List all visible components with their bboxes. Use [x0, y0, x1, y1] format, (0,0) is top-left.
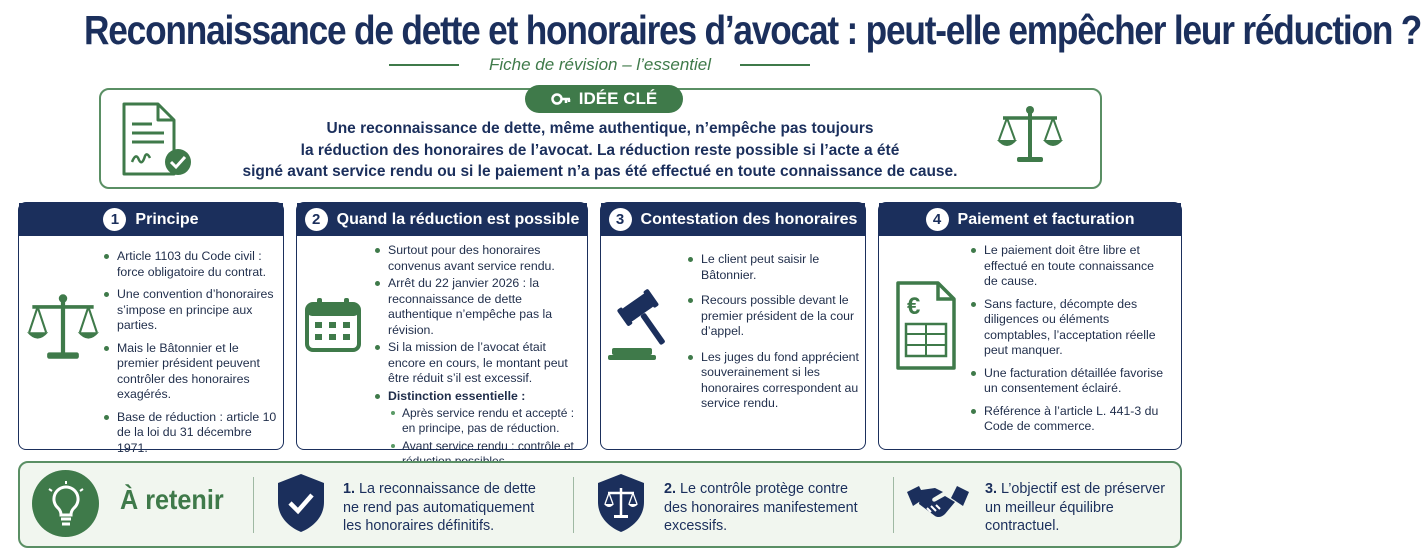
card-bullets	[970, 243, 1170, 442]
euro-invoice-icon	[894, 280, 958, 377]
card-number: 3	[609, 208, 632, 231]
retain-item	[985, 480, 1165, 536]
scale-of-justice-icon	[26, 290, 100, 369]
list-item: Article 1103 du Code civil : force obligatoire du contrat.	[103, 249, 281, 280]
card-bullets	[374, 243, 584, 472]
handshake-icon	[905, 478, 971, 533]
card-title: Contestation des honoraires	[640, 210, 858, 228]
retain-title: À retenir	[120, 484, 224, 515]
subtitle-divider-right	[740, 64, 810, 66]
retain-item	[343, 480, 548, 536]
signed-document-icon	[118, 102, 194, 183]
card-bullets	[103, 249, 281, 463]
list-item: Sans facture, décompte des diligences ou éléments comptables, l’acceptation réelle peut manquer.	[970, 297, 1170, 359]
card-title: Principe	[135, 210, 199, 228]
card-title: Quand la réduction est possible	[336, 210, 580, 228]
retain-text: L’objectif est de préserver un meilleur équilibre contractuel.	[985, 481, 1165, 534]
list-item: Référence à l’article L. 441-3 du Code de commerce.	[970, 404, 1170, 435]
list-item: Les juges du fond apprécient souverainement si les honoraires correspondent au service rendu.	[687, 350, 859, 412]
calendar-icon	[304, 296, 362, 359]
gavel-icon	[606, 288, 682, 367]
card-number: 4	[926, 208, 949, 231]
list-item: Le paiement doit être libre et effectué en toute connaissance de cause.	[970, 243, 1170, 290]
svg-text:€: €	[907, 293, 921, 320]
list-item: Une facturation détaillée favorise un consentement éclairé.	[970, 366, 1170, 397]
divider	[893, 477, 894, 533]
key-idea-line: Une reconnaissance de dette, même authentique, n’empêche pas toujours	[326, 120, 874, 137]
key-idea-label-text: IDÉE CLÉ	[578, 89, 658, 108]
list-item: Arrêt du 22 janvier 2026 : la reconnaissance de dette authentique n’empêche pas la révision.	[374, 276, 584, 338]
card-title: Paiement et facturation	[957, 210, 1135, 228]
distinction-label: Distinction essentielle :	[388, 388, 526, 403]
list-item: Mais le Bâtonnier et le premier président peuvent contrôler des honoraires exagérés.	[103, 341, 281, 403]
card-header	[601, 203, 865, 236]
list-item	[374, 389, 584, 470]
list-item: Recours possible devant le premier président de la cour d’appel.	[687, 293, 859, 340]
shield-scale-icon	[595, 472, 647, 539]
card-header	[879, 203, 1181, 236]
lightbulb-icon	[32, 470, 99, 537]
key-idea-text	[240, 118, 960, 183]
retain-number: 2.	[664, 481, 677, 497]
divider	[573, 477, 574, 533]
list-item: Si la mission de l’avocat était encore en cours, le montant peut être réduit s’il est excessif.	[374, 340, 584, 387]
retain-item	[664, 480, 874, 536]
page-title: Reconnaissance de dette et honoraires d’avocat : peut-elle empêcher leur réduction ?	[84, 7, 1421, 53]
key-idea-line: la réduction des honoraires de l’avocat. La réduction reste possible si l’acte a été	[300, 141, 900, 159]
list-item: Base de réduction : article 10 de la loi du 31 décembre 1971.	[103, 410, 281, 457]
shield-check-icon	[275, 472, 327, 539]
key-icon	[551, 89, 571, 109]
sub-list-item: Après service rendu et accepté : en principe, pas de réduction.	[390, 406, 584, 436]
retain-number: 1.	[343, 481, 356, 497]
scale-of-justice-icon	[995, 104, 1065, 169]
card-bullets	[687, 252, 859, 419]
divider	[253, 477, 254, 533]
list-item: Le client peut saisir le Bâtonnier.	[687, 252, 859, 283]
card-number: 1	[103, 208, 126, 231]
subtitle-row	[0, 54, 1200, 76]
card-header	[297, 203, 587, 236]
card-header	[19, 203, 283, 236]
page-subtitle: Fiche de révision – l’essentiel	[488, 55, 712, 74]
retain-number: 3.	[985, 481, 998, 497]
key-idea-line: signé avant service rendu ou si le paiement n’a pas été effectué en toute connaissance de cause.	[242, 163, 958, 180]
list-item: Une convention d’honoraires s’impose en principe aux parties.	[103, 287, 281, 334]
key-idea-label	[525, 85, 683, 113]
sub-bullets	[390, 406, 584, 469]
retain-text: Le contrôle protège contre des honoraires manifestement excessifs.	[664, 481, 858, 534]
card-number: 2	[305, 208, 328, 231]
list-item: Surtout pour des honoraires convenus avant service rendu.	[374, 243, 584, 274]
retain-text: La reconnaissance de dette ne rend pas automatiquement les honoraires définitifs.	[343, 481, 536, 534]
sub-list-item: Avant service rendu : contrôle et	[390, 439, 584, 469]
